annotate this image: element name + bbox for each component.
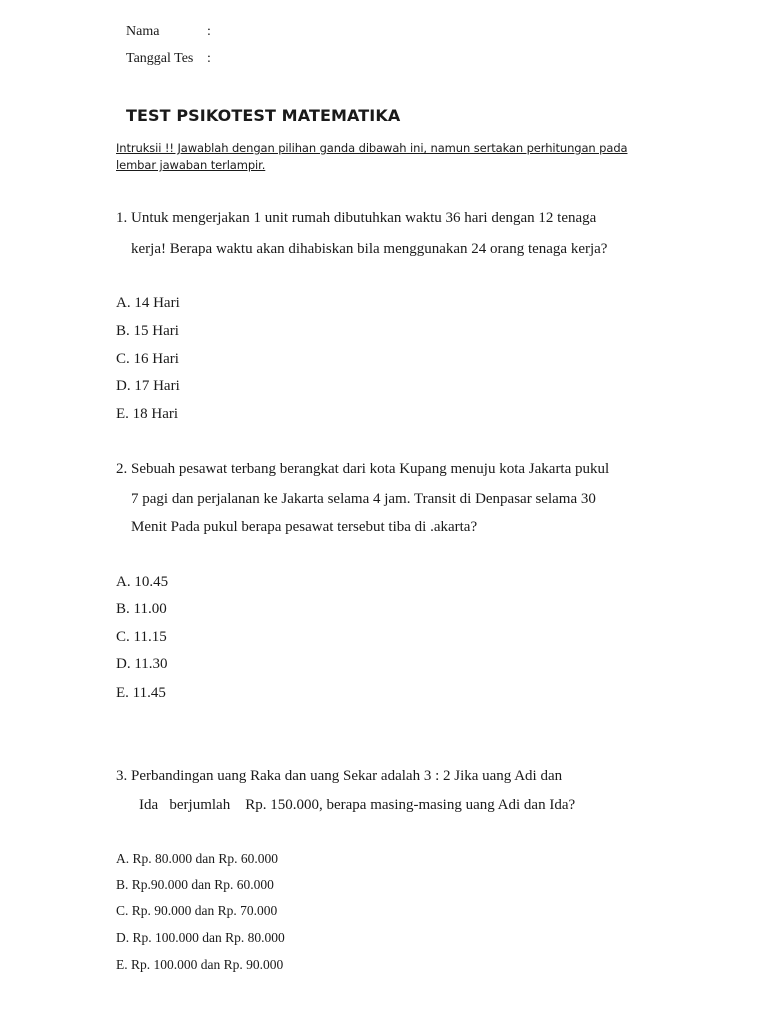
question-2-line-2: 7 pagi dan perjalanan ke Jakarta selama 4 jam. Transit di Denpasar selama 30 (131, 491, 596, 507)
question-1-option-a: A. 14 Hari (116, 295, 180, 311)
question-3-line-1: 3. Perbandingan uang Raka dan uang Sekar adalah 3 : 2 Jika uang Adi dan (116, 768, 563, 784)
question-3-option-b: B. Rp.90.000 dan Rp. 60.000 (116, 877, 274, 892)
tanggal-tes-colon: : (207, 51, 211, 66)
instruction-line-1: Intruksii !! Jawablah dengan pilihan ganda dibawah ini, namun sertakan perhitungan pada (116, 141, 628, 155)
question-2-line-3: Menit Pada pukul berapa pesawat tersebut tiba di .akarta? (131, 519, 478, 535)
question-1-option-d: D. 17 Hari (116, 378, 180, 394)
question-2-option-e: E. 11.45 (116, 685, 166, 701)
question-3-option-e: E. Rp. 100.000 dan Rp. 90.000 (116, 957, 284, 972)
question-1-line-1: 1. Untuk mengerjakan 1 unit rumah dibutuhkan waktu 36 hari dengan 12 tenaga (116, 210, 597, 226)
instruction-line-2: lembar jawaban terlampir. (116, 158, 266, 172)
question-1-option-c: C. 16 Hari (116, 351, 179, 367)
question-3-option-a: A. Rp. 80.000 dan Rp. 60.000 (116, 851, 278, 866)
question-2-line-1: 2. Sebuah pesawat terbang berangkat dari kota Kupang menuju kota Jakarta pukul (116, 461, 610, 477)
question-1-option-b: B. 15 Hari (116, 323, 179, 339)
question-1-option-e: E. 18 Hari (116, 406, 179, 422)
tanggal-tes-label: Tanggal Tes (126, 51, 194, 66)
nama-label: Nama (126, 24, 160, 39)
question-2-option-a: A. 10.45 (116, 574, 169, 590)
question-3-line-2: Ida berjumlah Rp. 150.000, berapa masing-masing uang Adi dan Ida? (139, 797, 576, 813)
question-2-option-d: D. 11.30 (116, 656, 168, 672)
question-2-option-b: B. 11.00 (116, 601, 167, 617)
question-2-option-c: C. 11.15 (116, 629, 167, 645)
question-3-option-d: D. Rp. 100.000 dan Rp. 80.000 (116, 930, 285, 945)
nama-colon: : (207, 24, 211, 39)
question-3-option-c: C. Rp. 90.000 dan Rp. 70.000 (116, 903, 278, 918)
question-1-line-2: kerja! Berapa waktu akan dihabiskan bila menggunakan 24 orang tenaga kerja? (131, 241, 608, 257)
page-title: TEST PSIKOTEST MATEMATIKA (126, 106, 401, 125)
